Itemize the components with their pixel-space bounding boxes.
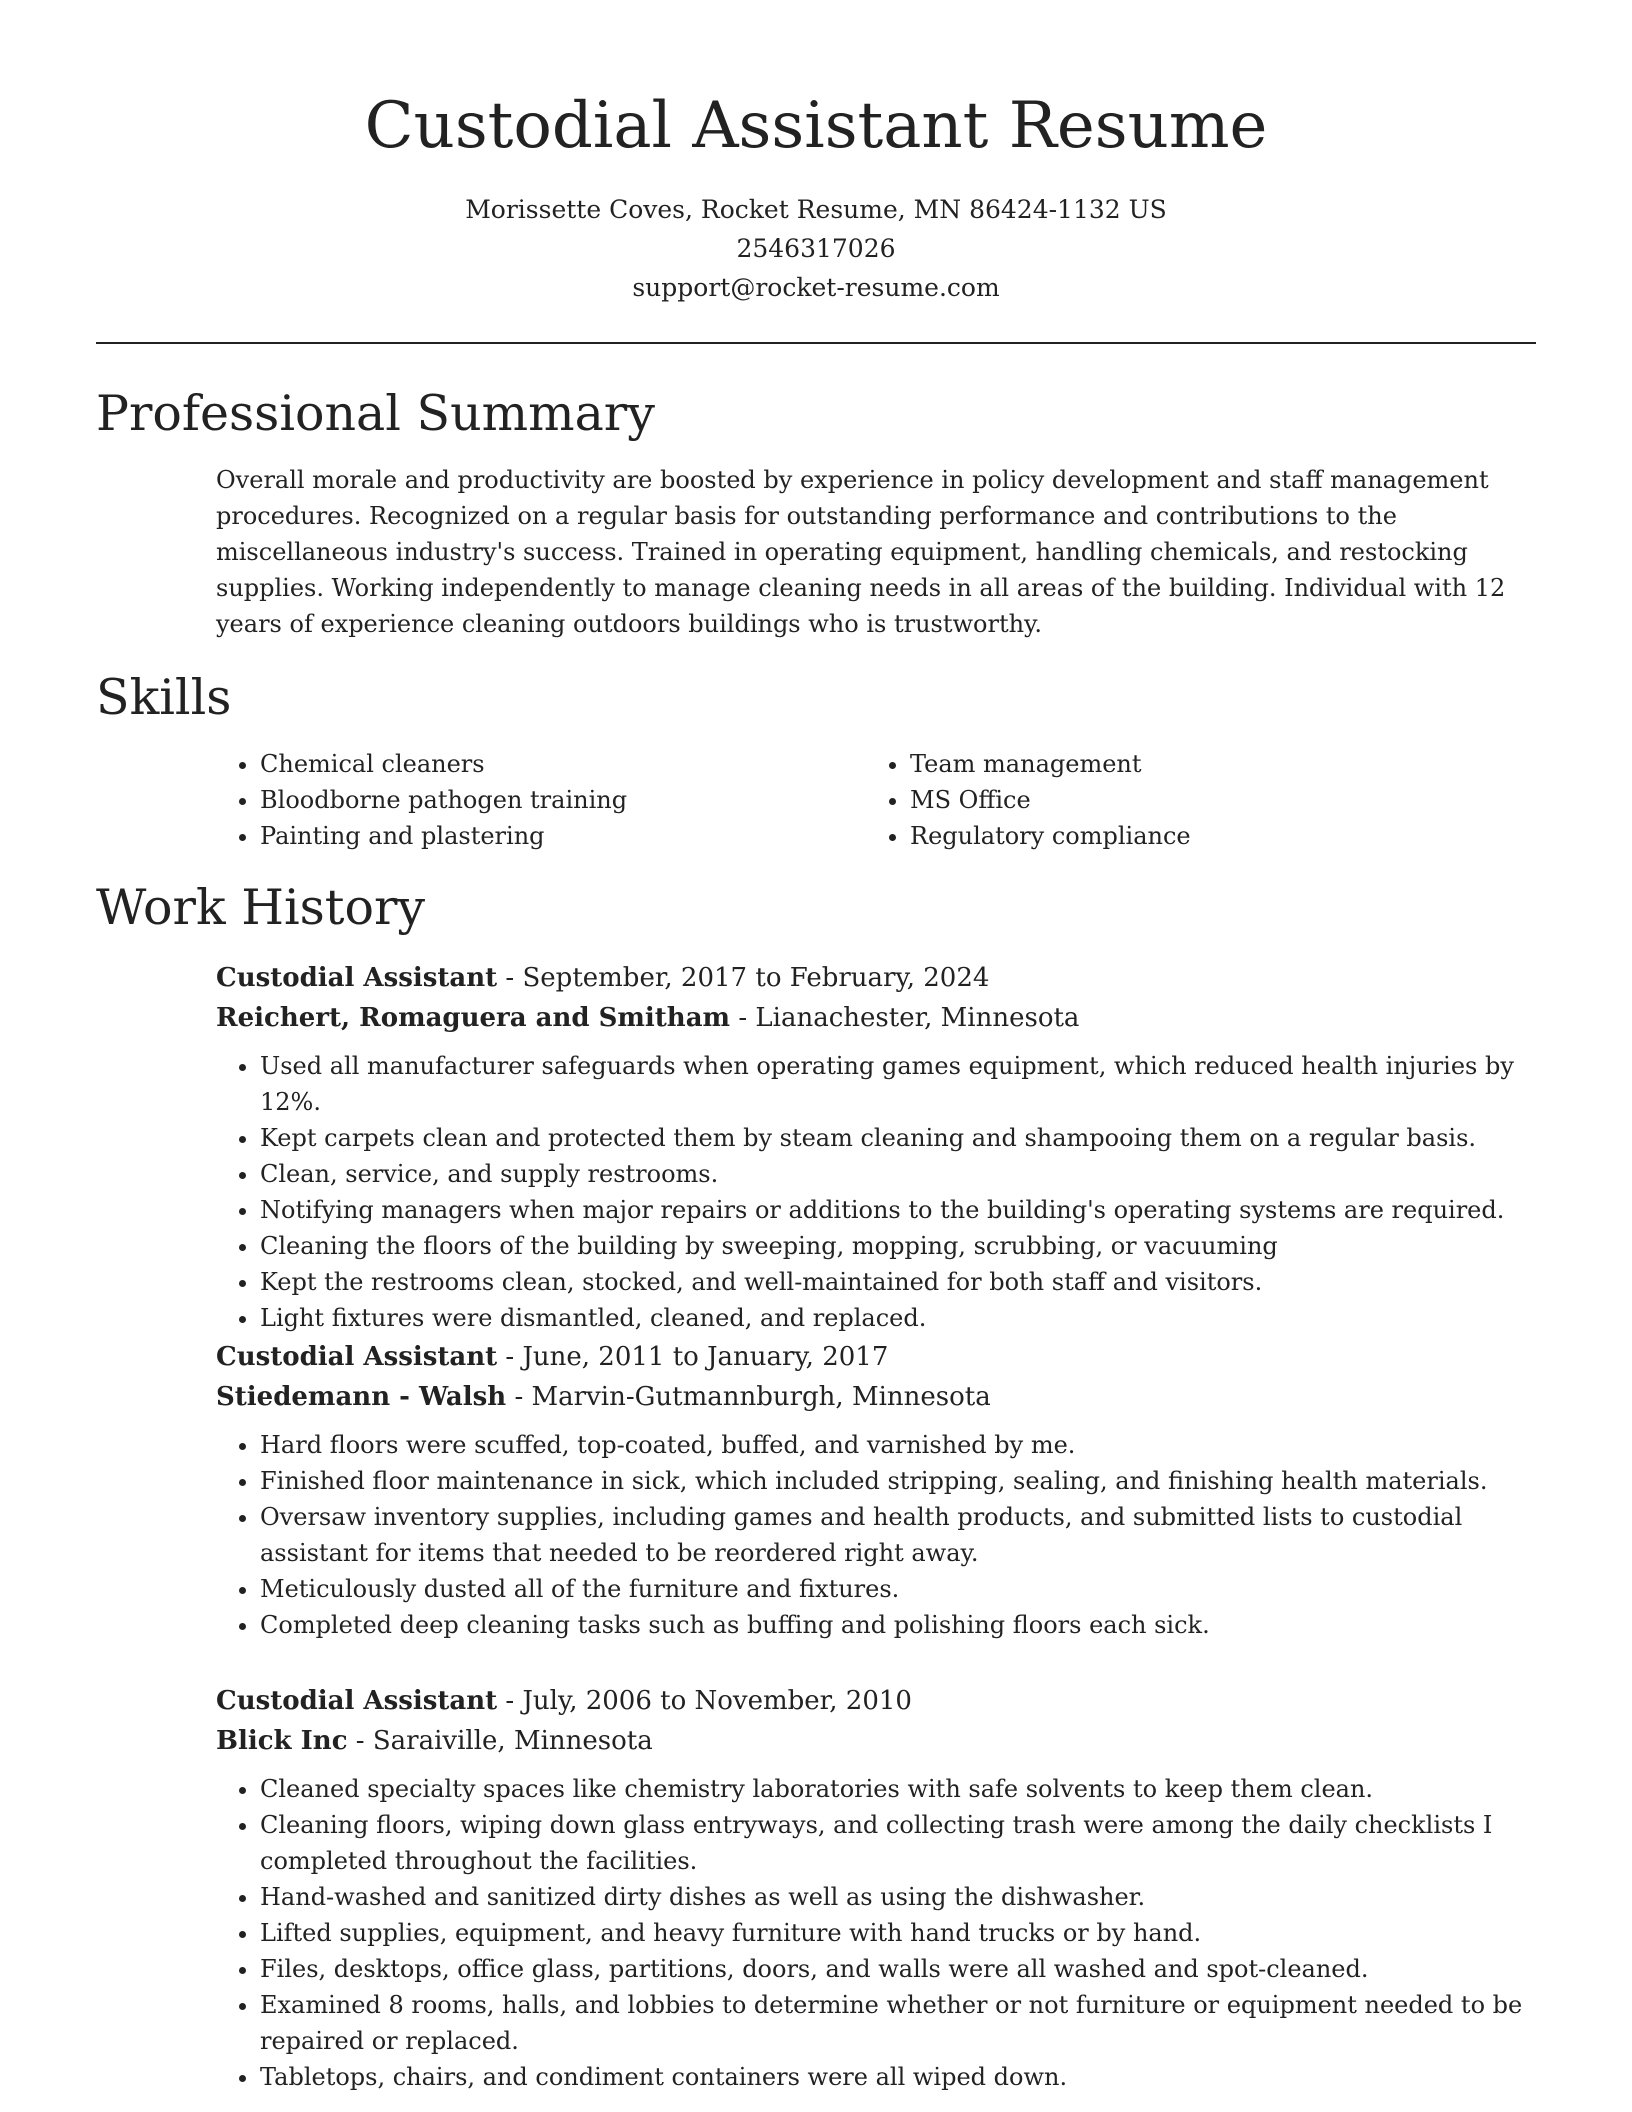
duty-item: • Lifted supplies, equipment, and heavy furniture with hand trucks or by hand. bbox=[260, 1915, 1556, 1951]
job-duties bbox=[216, 1048, 1556, 1336]
job-location: - Saraiville, Minnesota bbox=[347, 1726, 653, 1756]
job-location: - Lianachester, Minnesota bbox=[730, 1003, 1080, 1033]
duty-item: • Cleaned specialty spaces like chemistry laboratories with safe solvents to keep them clean. bbox=[260, 1771, 1556, 1807]
duty-item: • Light fixtures were dismantled, cleaned, and replaced. bbox=[260, 1300, 1556, 1336]
job-title-line bbox=[216, 958, 1556, 998]
duty-item: • Meticulously dusted all of the furniture and fixtures. bbox=[260, 1571, 1556, 1607]
duty-item: • Finished floor maintenance in sick, which included stripping, sealing, and finishing health materials. bbox=[260, 1463, 1556, 1499]
resume-title: Custodial Assistant Resume bbox=[364, 89, 1268, 163]
skills-list bbox=[216, 746, 1536, 854]
job-entry bbox=[216, 1337, 1556, 1643]
job-dates: - June, 2011 to January, 2017 bbox=[497, 1342, 889, 1372]
duty-item: • Kept carpets clean and protected them by steam cleaning and shampooing them on a regular basis. bbox=[260, 1120, 1556, 1156]
job-title-line bbox=[216, 1681, 1556, 1721]
duty-item: • Tabletops, chairs, and condiment containers were all wiped down. bbox=[260, 2059, 1556, 2095]
job-title-line bbox=[216, 1337, 1556, 1377]
duty-item: • Clean, service, and supply restrooms. bbox=[260, 1156, 1556, 1192]
skill-item: • Chemical cleaners bbox=[260, 746, 870, 782]
duty-item: • Completed deep cleaning tasks such as buffing and polishing floors each sick. bbox=[260, 1607, 1556, 1643]
duty-item: • Hand-washed and sanitized dirty dishes as well as using the dishwasher. bbox=[260, 1879, 1556, 1915]
contact-address: Morissette Coves, Rocket Resume, MN 86424-1132 US bbox=[465, 195, 1167, 224]
duty-item: • Oversaw inventory supplies, including games and health products, and submitted lists to custodial assistant for items that needed to be reordered right away. bbox=[260, 1499, 1556, 1571]
skill-item: • Regulatory compliance bbox=[910, 818, 1520, 854]
header-divider bbox=[96, 342, 1536, 344]
duty-item: • Used all manufacturer safeguards when operating games equipment, which reduced health injuries by 12%. bbox=[260, 1048, 1556, 1120]
duty-item: • Kept the restrooms clean, stocked, and well-maintained for both staff and visitors. bbox=[260, 1264, 1556, 1300]
skills-column-left bbox=[216, 746, 870, 854]
skill-item: • Team management bbox=[910, 746, 1520, 782]
work-history-heading: Work History bbox=[96, 879, 426, 936]
duty-item: • Cleaning floors, wiping down glass entryways, and collecting trash were among the daily checklists I completed throughout the facilities. bbox=[260, 1807, 1556, 1879]
duty-item: • Files, desktops, office glass, partitions, doors, and walls were all washed and spot-cleaned. bbox=[260, 1951, 1556, 1987]
duty-item: • Cleaning the floors of the building by sweeping, mopping, scrubbing, or vacuuming bbox=[260, 1228, 1556, 1264]
job-company: Blick Inc bbox=[216, 1726, 348, 1756]
job-dates: - September, 2017 to February, 2024 bbox=[497, 963, 990, 993]
contact-email: support@rocket-resume.com bbox=[632, 273, 1000, 302]
skills-heading: Skills bbox=[96, 669, 232, 726]
job-company: Reichert, Romaguera and Smitham bbox=[216, 1003, 731, 1033]
contact-block bbox=[96, 190, 1536, 307]
summary-heading: Professional Summary bbox=[96, 385, 655, 442]
job-duties bbox=[216, 1427, 1556, 1643]
duty-item: • Examined 8 rooms, halls, and lobbies to determine whether or not furniture or equipment needed to be repaired or replaced. bbox=[260, 1987, 1556, 2059]
job-title: Custodial Assistant bbox=[216, 963, 498, 993]
job-location: - Marvin-Gutmannburgh, Minnesota bbox=[506, 1382, 991, 1412]
duty-item: • Notifying managers when major repairs or additions to the building's operating systems are required. bbox=[260, 1192, 1556, 1228]
job-entry bbox=[216, 958, 1556, 1336]
skill-item: • Painting and plastering bbox=[260, 818, 870, 854]
job-company-line bbox=[216, 1721, 1556, 1761]
contact-phone: 2546317026 bbox=[736, 234, 896, 263]
job-dates: - July, 2006 to November, 2010 bbox=[497, 1686, 912, 1716]
job-title: Custodial Assistant bbox=[216, 1686, 498, 1716]
job-company-line bbox=[216, 1377, 1556, 1417]
job-company: Stiedemann - Walsh bbox=[216, 1382, 507, 1412]
job-entry bbox=[216, 1681, 1556, 2095]
duty-item: • Hard floors were scuffed, top-coated, buffed, and varnished by me. bbox=[260, 1427, 1556, 1463]
job-duties bbox=[216, 1771, 1556, 2095]
skills-column-right bbox=[870, 746, 1520, 854]
skill-item: • MS Office bbox=[910, 782, 1520, 818]
job-company-line bbox=[216, 998, 1556, 1038]
summary-text: Overall morale and productivity are boosted by experience in policy development and staff management procedures. Recognized on a regular basis for outstanding performance and contributions to the miscellaneous industry's success. Trained in operating equipment, handling chemicals, and restocking supplies. Working independently to manage cleaning needs in all areas of the building. Individual with 12 years of experience cleaning outdoors buildings who is trustworthy. bbox=[216, 466, 1506, 638]
job-title: Custodial Assistant bbox=[216, 1342, 498, 1372]
skill-item: • Bloodborne pathogen training bbox=[260, 782, 870, 818]
